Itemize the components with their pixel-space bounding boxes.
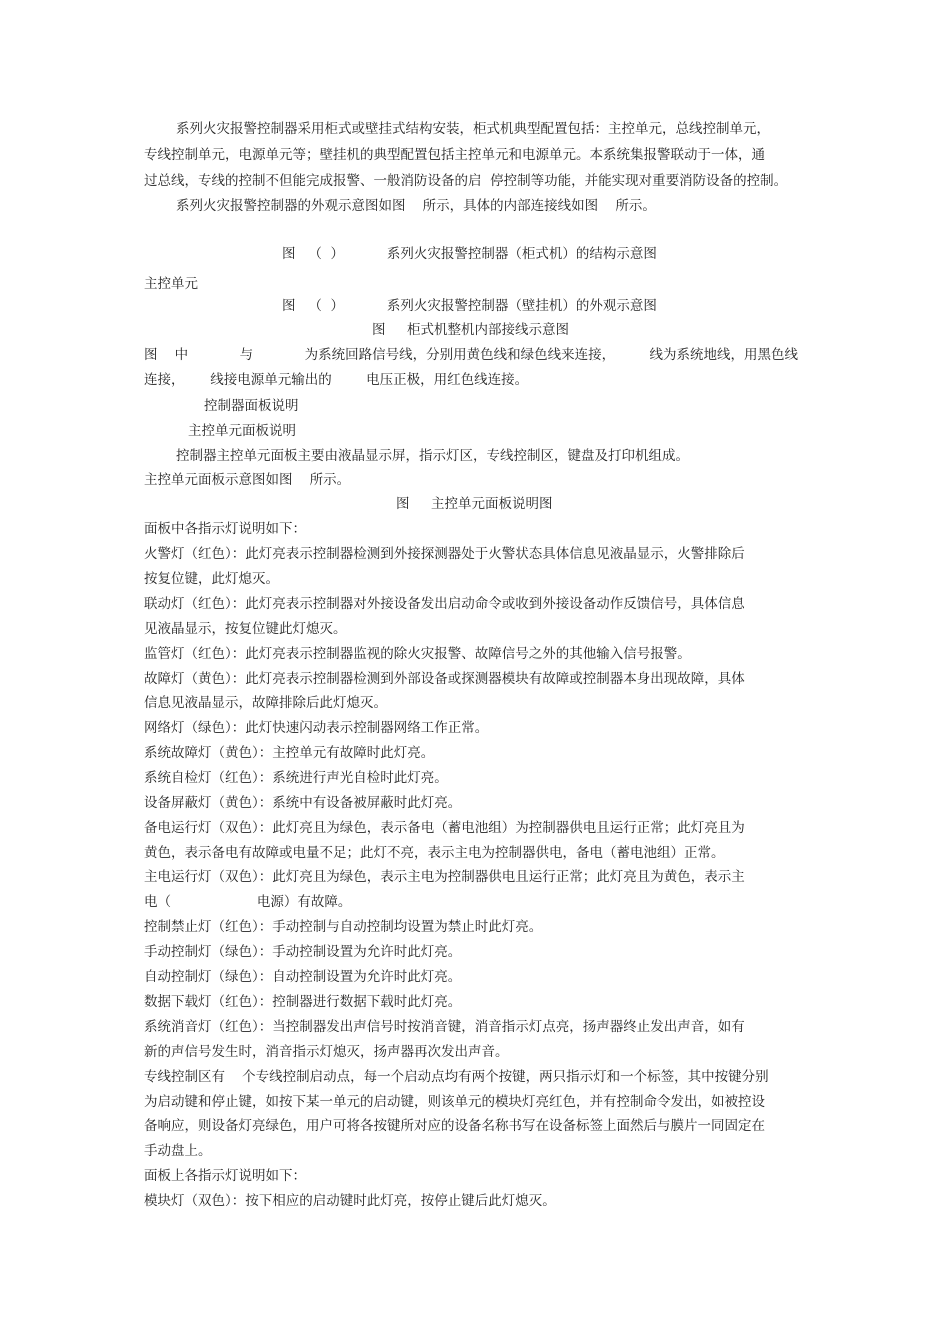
indicator-line: 新的声信号发生时，消音指示灯熄灭，扬声器再次发出声音。 — [144, 1044, 509, 1060]
indicator-line: 监管灯（红色）：此灯亮表示控制器监视的除火灾报警、故障信号之外的其他输入信号报警。 — [144, 646, 691, 662]
section-heading: 控制器面板说明 — [204, 398, 299, 414]
indicator-line: 见液晶显示，按复位键此灯熄灭。 — [144, 621, 347, 637]
indicator-line: 电（ 电源）有故障。 — [144, 894, 352, 910]
intro-line-1: 系列火灾报警控制器采用柜式或壁挂式结构安装，柜式机典型配置包括：主控单元，总线控制单元， — [176, 121, 770, 137]
indicator-line: 黄色，表示备电有故障或电量不足；此灯不亮，表示主电为控制器供电，备电（蓄电池组）正常。 — [144, 845, 725, 861]
panel-indicator-intro: 面板上各指示灯说明如下： — [144, 1168, 306, 1184]
indicator-line: 系统故障灯（黄色）：主控单元有故障时此灯亮。 — [144, 745, 435, 761]
indicator-line: 故障灯（黄色）：此灯亮表示控制器检测到外部设备或探测器模块有故障或控制器本身出现故障，具体 — [144, 671, 745, 687]
indicator-line: 系统消音灯（红色）：当控制器发出声信号时按消音键，消音指示灯点亮，扬声器终止发出声音，如有 — [144, 1019, 745, 1035]
intro-line-2: 专线控制单元，电源单元等；壁挂机的典型配置包括主控单元和电源单元。本系统集报警联动于一体，通 — [144, 147, 765, 163]
indicator-intro: 面板中各指示灯说明如下： — [144, 521, 306, 537]
indicator-line: 信息见液晶显示，故障排除后此灯熄灭。 — [144, 695, 387, 711]
figure-caption-3: 图 柜式机整机内部接线示意图 — [372, 322, 569, 338]
indicator-line: 按复位键，此灯熄灭。 — [144, 571, 279, 587]
figure-caption-1: 图 （ ） 系列火灾报警控制器（柜式机）的结构示意图 — [282, 246, 657, 262]
module-light: 模块灯（双色）：按下相应的启动键时此灯亮，按停止键后此灯熄灭。 — [144, 1193, 556, 1209]
indicator-line: 火警灯（红色）：此灯亮表示控制器检测到外接探测器处于火警状态具体信息见液晶显示，火警排除后 — [144, 546, 745, 562]
main-unit-label: 主控单元 — [144, 276, 198, 292]
indicator-line: 数据下载灯（红色）：控制器进行数据下载时此灯亮。 — [144, 994, 462, 1010]
special-line-1: 专线控制区有 个专线控制启动点，每一个启动点均有两个按键，两只指示灯和一个标签，其中按键分别 — [144, 1069, 769, 1085]
wiring-line-1: 图 中 与 为系统回路信号线，分别用黄色线和绿色线来连接， 线为系统地线，用黑色线 — [144, 347, 798, 363]
indicator-line: 网络灯（绿色）：此灯快速闪动表示控制器网络工作正常。 — [144, 720, 489, 736]
intro-line-3: 过总线，专线的控制不但能完成报警、一般消防设备的启 停控制等功能，并能实现对重要消防设备的控制。 — [144, 173, 788, 189]
special-line-3: 备响应，则设备灯亮绿色，用户可将各按键所对应的设备名称书写在设备标签上面然后与膜片一同固定在 — [144, 1118, 765, 1134]
panel-figure-ref: 主控单元面板示意图如图 所示。 — [144, 472, 351, 488]
special-line-4: 手动盘上。 — [144, 1143, 212, 1159]
indicator-line: 设备屏蔽灯（黄色）：系统中有设备被屏蔽时此灯亮。 — [144, 795, 462, 811]
panel-intro: 控制器主控单元面板主要由液晶显示屏，指示灯区，专线控制区，键盘及打印机组成。 — [176, 448, 689, 464]
indicator-line: 联动灯（红色）：此灯亮表示控制器对外接设备发出启动命令或收到外接设备动作反馈信号，具体信息 — [144, 596, 745, 612]
figure-caption-4: 图 主控单元面板说明图 — [396, 496, 553, 512]
special-line-2: 为启动键和停止键，如按下某一单元的启动键，则该单元的模块灯亮红色，并有控制命令发出，如被控设 — [144, 1094, 765, 1110]
indicator-line: 备电运行灯（双色）：此灯亮且为绿色，表示备电（蓄电池组）为控制器供电且运行正常；此灯亮且为 — [144, 820, 745, 836]
indicator-line: 手动控制灯（绿色）：手动控制设置为允许时此灯亮。 — [144, 944, 462, 960]
intro-line-4: 系列火灾报警控制器的外观示意图如图 所示，具体的内部连接线如图 所示。 — [176, 198, 656, 214]
figure-caption-2: 图 （ ） 系列火灾报警控制器（壁挂机）的外观示意图 — [282, 298, 657, 314]
indicator-line: 控制禁止灯（红色）：手动控制与自动控制均设置为禁止时此灯亮。 — [144, 919, 543, 935]
subsection-heading: 主控单元面板说明 — [188, 423, 296, 439]
wiring-line-2: 连接， 线接电源单元输出的 电压正极，用红色线连接。 — [144, 372, 529, 388]
indicator-line: 系统自检灯（红色）：系统进行声光自检时此灯亮。 — [144, 770, 448, 786]
indicator-line: 自动控制灯（绿色）：自动控制设置为允许时此灯亮。 — [144, 969, 462, 985]
indicator-line: 主电运行灯（双色）：此灯亮且为绿色，表示主电为控制器供电且运行正常；此灯亮且为黄色，表示主 — [144, 869, 745, 885]
